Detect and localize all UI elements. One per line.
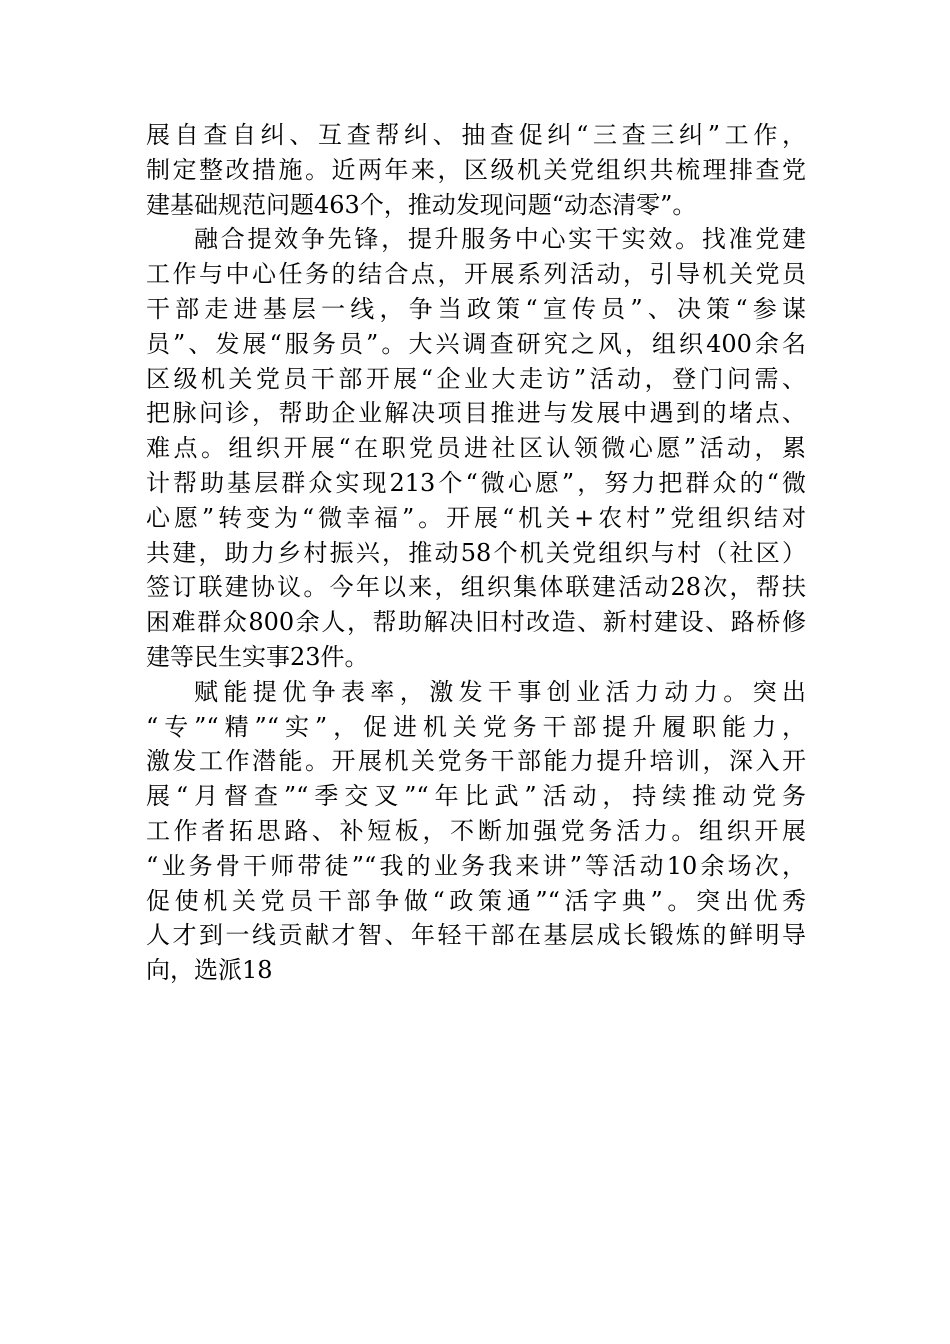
text-line: 把脉问诊，帮助企业解决项目推进与发展中遇到的堵点、 bbox=[146, 399, 806, 428]
text-line: 签订联建协议。今年以来，组织集体联建活动28次，帮扶 bbox=[146, 573, 806, 602]
text-line: 向，选派18 bbox=[146, 956, 273, 985]
text-line: 难点。组织开展“在职党员进社区认领微心愿”活动，累 bbox=[146, 434, 806, 463]
text-line: 展自查自纠、互查帮纠、抽查促纠“三查三纠”工作， bbox=[146, 121, 806, 149]
text-line: 心愿”转变为“微幸福”。开展“机关+农村”党组织结对 bbox=[146, 503, 806, 532]
text-line: “专”“精”“实”，促进机关党务干部提升履职能力， bbox=[146, 712, 806, 741]
text-line: 激发工作潜能。开展机关党务干部能力提升培训，深入开 bbox=[146, 747, 806, 776]
text-line: 干部走进基层一线，争当政策“宣传员”、决策“参谋 bbox=[146, 294, 806, 323]
document-body bbox=[146, 118, 806, 988]
text-line: 员”、发展“服务员”。大兴调查研究之风，组织400余名 bbox=[146, 329, 806, 358]
text-line: “业务骨干师带徒”“我的业务我来讲”等活动10余场次， bbox=[146, 851, 806, 880]
paragraph-start-line: 赋能提优争表率，激发干事创业活力动力。突出 bbox=[194, 677, 806, 706]
text-line: 区级机关党员干部开展“企业大走访”活动，登门问需、 bbox=[146, 364, 806, 393]
text-line: 共建，助力乡村振兴，推动58个机关党组织与村（社区） bbox=[146, 538, 806, 567]
text-line: 人才到一线贡献才智、年轻干部在基层成长锻炼的鲜明导 bbox=[146, 921, 806, 950]
text-line: 困难群众800余人，帮助解决旧村改造、新村建设、路桥修 bbox=[146, 608, 806, 637]
text-line: 计帮助基层群众实现213个“微心愿”，努力把群众的“微 bbox=[146, 468, 806, 497]
text-line: 工作者拓思路、补短板，不断加强党务活力。组织开展 bbox=[146, 816, 806, 845]
text-line: 建等民生实事23件。 bbox=[146, 642, 369, 671]
text-line: 工作与中心任务的结合点，开展系列活动，引导机关党员 bbox=[146, 260, 806, 289]
paragraph-start-line: 融合提效争先锋，提升服务中心实干实效。找准党建 bbox=[194, 225, 806, 254]
text-line: 促使机关党员干部争做“政策通”“活字典”。突出优秀 bbox=[146, 886, 806, 915]
text-line: 建基础规范问题463个，推动发现问题“动态清零”。 bbox=[146, 190, 697, 219]
text-line: 制定整改措施。近两年来，区级机关党组织共梳理排查党 bbox=[146, 155, 806, 184]
text-line: 展“月督查”“季交叉”“年比武”活动，持续推动党务 bbox=[146, 782, 806, 811]
